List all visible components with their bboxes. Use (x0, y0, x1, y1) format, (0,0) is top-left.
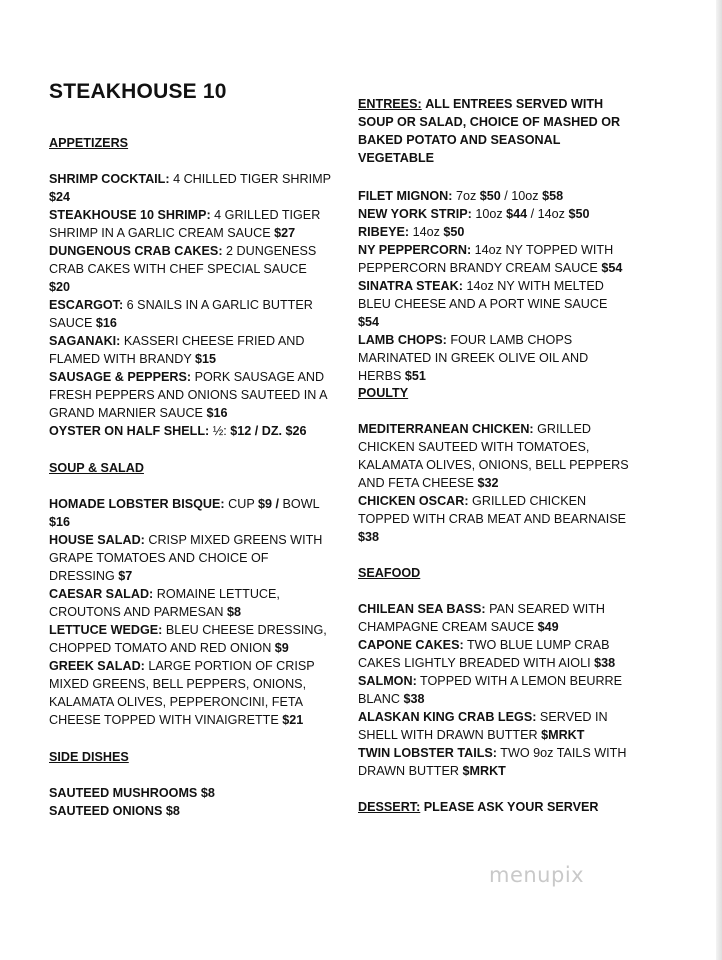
menu-item: SALMON: TOPPED WITH A LEMON BEURRE BLANC $38 (358, 674, 623, 706)
menu-item: ESCARGOT: 6 SNAILS IN A GARLIC BUTTER SAUCE $16 (49, 298, 313, 330)
side-dishes-heading: SIDE DISHES (49, 750, 129, 764)
restaurant-title: STEAKHOUSE 10 (49, 80, 227, 103)
side-dishes-list (49, 784, 331, 820)
menu-item: TWIN LOBSTER TAILS: TWO 9oz TAILS WITH DRAWN BUTTER $MRKT (358, 746, 627, 778)
appetizers-list (49, 170, 331, 440)
menu-item: DUNGENOUS CRAB CAKES: 2 DUNGENESS CRAB CAKES WITH CHEF SPECIAL SAUCE $20 (49, 244, 317, 294)
soup-salad-list (49, 495, 331, 729)
menu-item: NEW YORK STRIP: 10oz $44 / 14oz $50 (358, 207, 590, 221)
seafood-heading: SEAFOOD (358, 566, 421, 580)
menu-item: FILET MIGNON: 7oz $50 / 10oz $58 (358, 189, 564, 203)
menu-item: STEAKHOUSE 10 SHRIMP: 4 GRILLED TIGER SHRIMP IN A GARLIC CREAM SAUCE $27 (49, 208, 321, 240)
menu-item: SAUSAGE & PEPPERS: PORK SAUSAGE AND FRESH PEPPERS AND ONIONS SAUTEED IN A GRAND MARNIER SAUCE $16 (49, 370, 327, 420)
dessert-line: DESSERT: PLEASE ASK YOUR SERVER (358, 800, 599, 814)
menu-item: OYSTER ON HALF SHELL: ½: $12 / DZ. $26 (49, 424, 307, 438)
menu-item: NY PEPPERCORN: 14oz NY TOPPED WITH PEPPERCORN BRANDY CREAM SAUCE $54 (358, 243, 623, 275)
soup-salad-heading: SOUP & SALAD (49, 461, 144, 475)
menu-item: LETTUCE WEDGE: BLEU CHEESE DRESSING, CHOPPED TOMATO AND RED ONION $9 (49, 623, 327, 655)
menu-item: HOMADE LOBSTER BISQUE: CUP $9 / BOWL $16 (49, 497, 320, 529)
menu-item: SAGANAKI: KASSERI CHEESE FRIED AND FLAMED WITH BRANDY $15 (49, 334, 305, 366)
menu-item: SAUTEED MUSHROOMS $8 (49, 786, 215, 800)
appetizers-heading: APPETIZERS (49, 136, 129, 150)
menu-item: GREEK SALAD: LARGE PORTION OF CRISP MIXED GREENS, BELL PEPPERS, ONIONS, KALAMATA OLIVES, PEPPERONCINI, FETA CHEESE TOPPED WITH VINAIGRETTE $21 (49, 659, 315, 727)
entrees-list (358, 187, 630, 385)
entrees-intro: ENTREES: ALL ENTREES SERVED WITH SOUP OR SALAD, CHOICE OF MASHED OR BAKED POTATO AND SEASONAL VEGETABLE (358, 97, 621, 165)
menu-item: SAUTEED ONIONS $8 (49, 804, 180, 818)
poultry-heading: POULTY (358, 386, 409, 400)
seafood-list (358, 600, 630, 780)
entrees-heading: ENTREES: (358, 97, 422, 111)
page-edge (716, 0, 722, 960)
menu-item: RIBEYE: 14oz $50 (358, 225, 465, 239)
menu-item: CHICKEN OSCAR: GRILLED CHICKEN TOPPED WITH CRAB MEAT AND BEARNAISE $38 (358, 494, 627, 544)
menu-item: LAMB CHOPS: FOUR LAMB CHOPS MARINATED IN GREEK OLIVE OIL AND HERBS $51 (358, 333, 589, 383)
dessert-heading: DESSERT: (358, 800, 421, 814)
menu-item: SHRIMP COCKTAIL: 4 CHILLED TIGER SHRIMP $24 (49, 172, 331, 204)
menu-item: CHILEAN SEA BASS: PAN SEARED WITH CHAMPAGNE CREAM SAUCE $49 (358, 602, 606, 634)
menu-item: CAPONE CAKES: TWO BLUE LUMP CRAB CAKES LIGHTLY BREADED WITH AIOLI $38 (358, 638, 616, 670)
menupix-watermark: menupix (489, 863, 585, 887)
menu-item: CAESAR SALAD: ROMAINE LETTUCE, CROUTONS AND PARMESAN $8 (49, 587, 280, 619)
menu-item: ALASKAN KING CRAB LEGS: SERVED IN SHELL WITH DRAWN BUTTER $MRKT (358, 710, 608, 742)
poultry-list (358, 420, 630, 546)
menu-item: SINATRA STEAK: 14oz NY WITH MELTED BLEU CHEESE AND A PORT WINE SAUCE $54 (358, 279, 608, 329)
menu-item: MEDITERRANEAN CHICKEN: GRILLED CHICKEN SAUTEED WITH TOMATOES, KALAMATA OLIVES, ONIONS, BELL PEPPERS AND FETA CHEESE $32 (358, 422, 629, 490)
menu-item: HOUSE SALAD: CRISP MIXED GREENS WITH GRAPE TOMATOES AND CHOICE OF DRESSING $7 (49, 533, 323, 583)
